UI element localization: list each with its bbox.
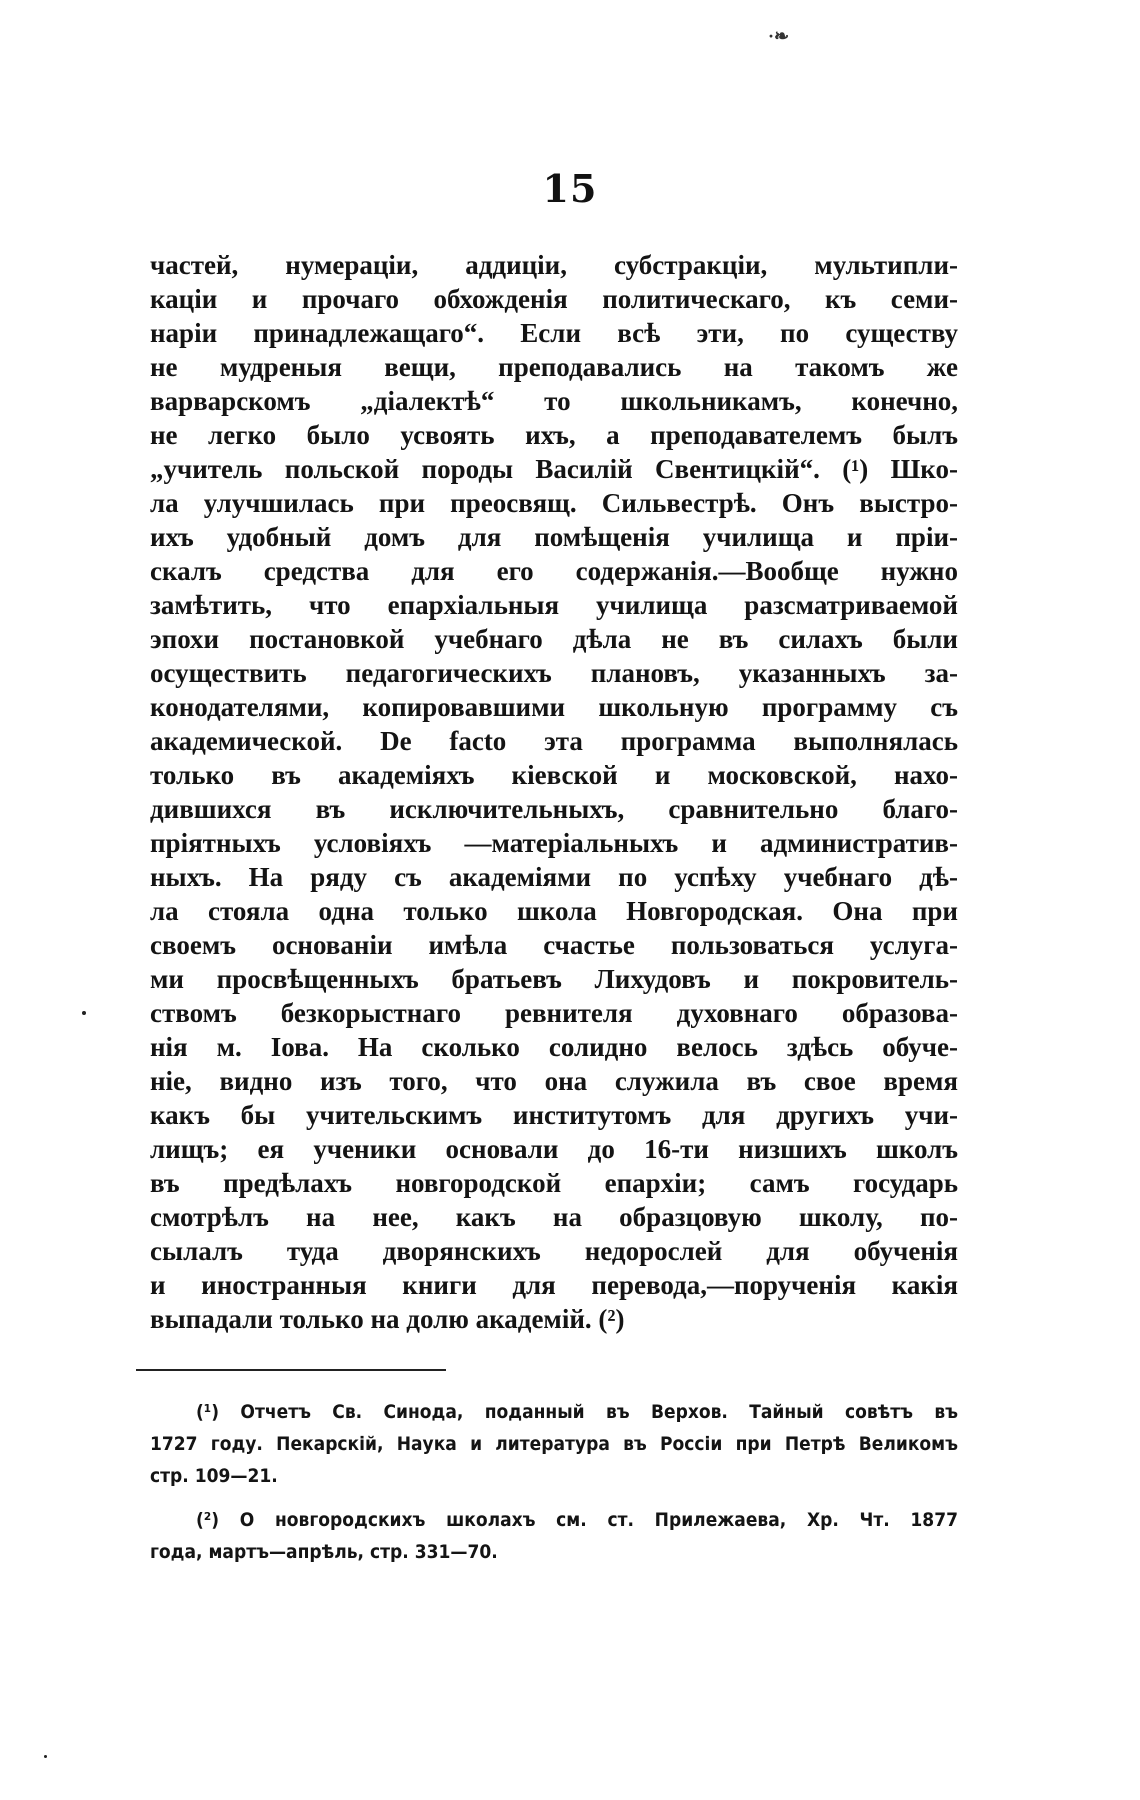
printer-mark: ·❧ xyxy=(768,26,790,46)
text-line: и иностранныя книги для перевода,—порученія какія xyxy=(150,1270,958,1300)
main-text xyxy=(150,248,958,1336)
text-line: ла улучшилась при преосвящ. Сильвестрѣ. Онъ выстро- xyxy=(150,488,958,518)
text-line: академической. De facto эта программа выполнялась xyxy=(150,726,958,756)
text-line: ми просвѣщенныхъ братьевъ Лихудовъ и покровитель- xyxy=(150,964,958,994)
text-line: „учитель польской породы Василій Свентицкій“. (¹) Шко- xyxy=(150,454,958,484)
text-line: не мудреныя вещи, преподавались на такомъ же xyxy=(150,352,958,382)
text-line: скалъ средства для его содержанія.—Вообще нужно xyxy=(150,556,958,586)
text-line: конодателями, копировавшими школьную программу съ xyxy=(150,692,958,722)
text-line: эпохи постановкой учебнаго дѣла не въ силахъ были xyxy=(150,624,958,654)
footnote-separator xyxy=(136,1369,446,1371)
text-line: ихъ удобный домъ для помѣщенія училища и пріи- xyxy=(150,522,958,552)
text-line: какъ бы учительскимъ институтомъ для другихъ учи- xyxy=(150,1100,958,1130)
text-line: дившихся въ исключительныхъ, сравнительно благо- xyxy=(150,794,958,824)
text-line: сылалъ туда дворянскихъ недорослей для обученія xyxy=(150,1236,958,1266)
text-line: ла стояла одна только школа Новгородская. Она при xyxy=(150,896,958,926)
text-line: варварскомъ „діалектѣ“ то школьникамъ, конечно, xyxy=(150,386,958,416)
text-line: ствомъ безкорыстнаго ревнителя духовнаго образова- xyxy=(150,998,958,1028)
text-line: не легко было усвоять ихъ, а преподавателемъ былъ xyxy=(150,420,958,450)
page-number: 15 xyxy=(542,166,598,211)
text-line: частей, нумераціи, аддиціи, субстракціи, мультипли- xyxy=(150,250,958,280)
footnote-line: (²) О новгородскихъ школахъ см. ст. Прилежаева, Хр. Чт. 1877 xyxy=(196,1509,958,1531)
text-line: ніе, видно изъ того, что она служила въ свое время xyxy=(150,1066,958,1096)
text-line: своемъ основаніи имѣла счастье пользоваться услуга- xyxy=(150,930,958,960)
footnote-1 xyxy=(150,1396,958,1492)
text-line: замѣтить, что епархіальныя училища разсматриваемой xyxy=(150,590,958,620)
footnote-2 xyxy=(150,1504,958,1568)
ink-speck xyxy=(44,1755,47,1758)
text-line: пріятныхъ условіяхъ —матеріальныхъ и административ- xyxy=(150,828,958,858)
footnote-line: (¹) Отчетъ Св. Синода, поданный въ Верхов. Тайный совѣтъ въ xyxy=(196,1401,958,1423)
text-line: осуществить педагогическихъ плановъ, указанныхъ за- xyxy=(150,658,958,688)
footnote-line: 1727 году. Пекарскій, Наука и литература въ Россіи при Петрѣ Великомъ xyxy=(150,1433,958,1455)
text-line: смотрѣлъ на нее, какъ на образцовую школу, по- xyxy=(150,1202,958,1232)
text-line: ныхъ. На ряду съ академіями по успѣху учебнаго дѣ- xyxy=(150,862,958,892)
footnote-line: стр. 109—21. xyxy=(150,1465,278,1487)
text-line: въ предѣлахъ новгородской епархіи; самъ государь xyxy=(150,1168,958,1198)
text-line-last: выпадали только на долю академій. (²) xyxy=(150,1304,625,1334)
text-line: каціи и прочаго обхожденія политическаго, къ семи- xyxy=(150,284,958,314)
text-line: лищъ; ея ученики основали до 16-ти низшихъ школъ xyxy=(150,1134,958,1164)
text-line: только въ академіяхъ кіевской и московской, нахо- xyxy=(150,760,958,790)
ink-speck xyxy=(82,1011,86,1015)
text-line: наріи принадлежащаго“. Если всѣ эти, по существу xyxy=(150,318,958,348)
footnote-line: года, мартъ—апрѣль, стр. 331—70. xyxy=(150,1541,498,1563)
footnotes xyxy=(150,1396,958,1580)
text-line: нія м. Іова. На сколько солидно велось здѣсь обуче- xyxy=(150,1032,958,1062)
